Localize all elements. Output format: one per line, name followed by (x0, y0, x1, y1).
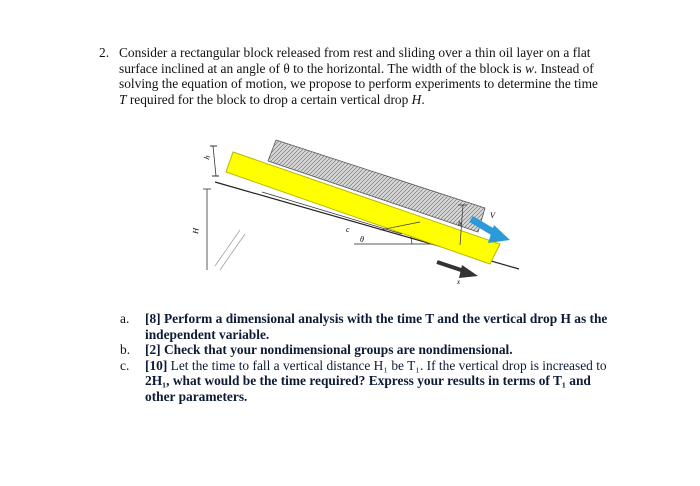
label-h: h (202, 154, 212, 161)
label-H: H (191, 227, 201, 235)
width-variable: w (524, 60, 534, 76)
label-b: b (458, 220, 462, 228)
label-c: c (346, 225, 350, 234)
part-c-points: [10] (145, 357, 168, 373)
dark-arrow-head (459, 265, 478, 278)
problem-number: 2. (99, 45, 110, 60)
part-b-text: Check that your nondimensional groups are nondimensional. (163, 342, 513, 358)
part-c (120, 358, 610, 405)
problem-sentence-3-end: . (421, 91, 425, 107)
problem-sentence-3b: required for the block to drop a certain vertical drop (129, 91, 409, 107)
label-V: V (490, 211, 495, 220)
time-variable: T (119, 91, 127, 107)
problem-parts (120, 311, 610, 405)
problem-sentence-2-end: . (533, 60, 538, 76)
part-a (120, 311, 610, 342)
part-c-letter: c. (120, 357, 130, 373)
part-a-letter: a. (120, 311, 130, 326)
problem-sentence-1: Consider a rectangular block released from rest and sliding over a thin oil layer on a flat surface inclined at an angle of θ to the horizontal. (119, 45, 591, 76)
oil-thickness-dimension (213, 146, 216, 176)
part-b-letter: b. (120, 342, 131, 358)
part-b (120, 342, 610, 358)
part-c-text-plain: Let the time to fall a vertical distance H₁ be T₁. If the vertical drop is increased to (170, 357, 607, 373)
hatch-mark-1 (215, 230, 240, 266)
part-a-text: Perform a dimensional analysis with the time T and the vertical drop H as the independent variable. (145, 311, 608, 342)
label-theta: θ (360, 235, 364, 244)
problem-sentence-2: The width of the block is (387, 60, 522, 76)
problem-sentence-3: Instead of solving the equation of motion, we propose to perform experiments to determine the time (119, 60, 598, 92)
label-x: x (457, 278, 461, 286)
part-a-points: [8] (145, 311, 161, 326)
part-b-points: [2] (145, 342, 161, 358)
part-c-text-bold: 2H₁, what would be the time required? Express your results in terms of T₁ and other parameters. (145, 373, 591, 404)
dark-arrow-shaft (437, 262, 464, 271)
hatch-mark-2 (220, 234, 245, 270)
height-variable: H (411, 91, 422, 107)
